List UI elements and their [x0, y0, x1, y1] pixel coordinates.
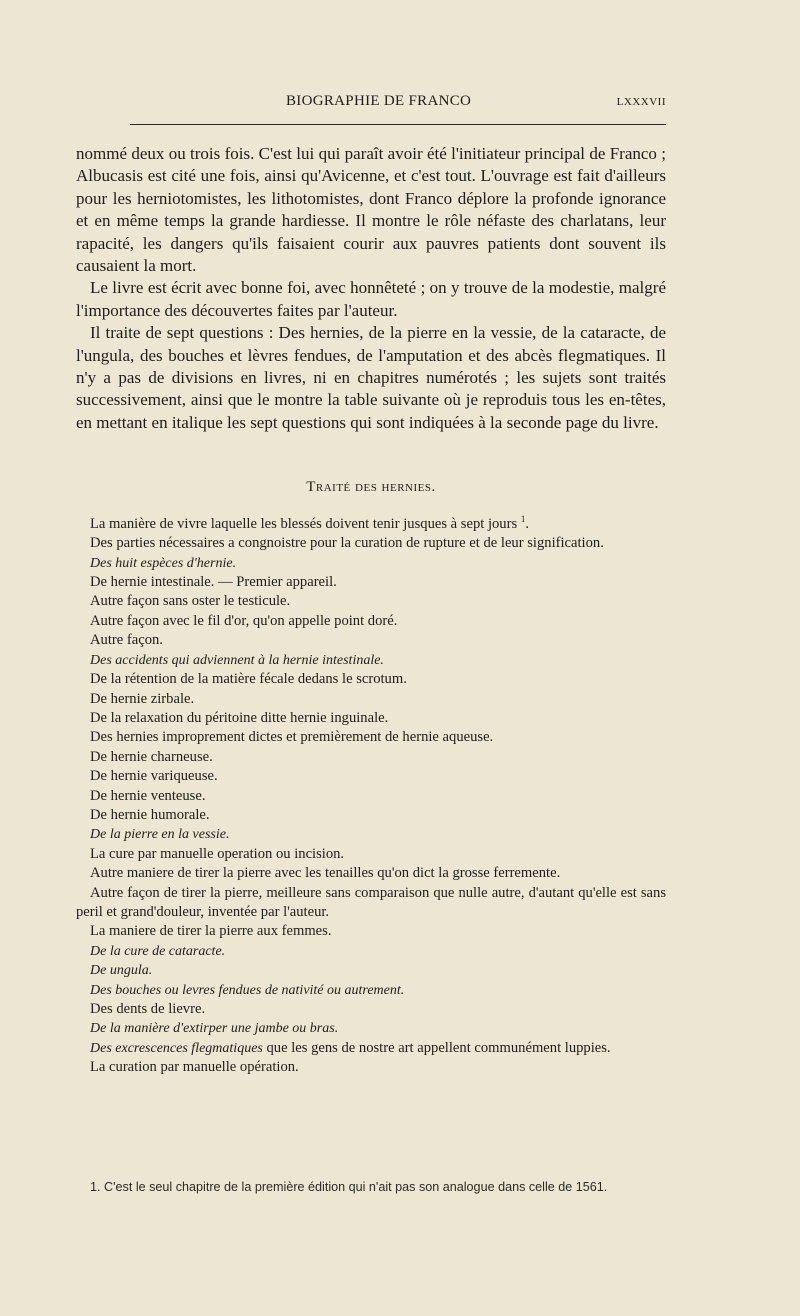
toc-entry: Autre façon avec le fil d'or, qu'on appelle point doré.	[90, 612, 398, 629]
toc-entry: La manière de vivre laquelle les blessés doivent tenir jusques à sept jours $^1$.	[90, 514, 529, 532]
footnote	[76, 1179, 666, 1195]
toc-entry: La curation par manuelle opération.	[90, 1059, 299, 1076]
toc-entry-question: Des huit espèces d'hernie.	[90, 555, 237, 571]
toc-entry-text: que les gens de nostre art appellent communément luppies.	[262, 1039, 611, 1056]
toc-entry: De hernie intestinale. — Premier appareil.	[90, 574, 337, 591]
toc-entry: De hernie zirbale.	[90, 690, 195, 707]
toc-entry: Autre façon de tirer la pierre, meilleure sans comparaison que nulle autre, d'autant qu'elle est sans peril et grand'douleur, inventée par l'auteur.	[76, 884, 666, 920]
toc-entry: De hernie charneuse.	[90, 748, 213, 765]
table-of-contents	[76, 510, 666, 1078]
toc-entry-question: De la pierre en la vessie.	[90, 827, 230, 843]
header-rule	[130, 124, 666, 125]
toc-entry-question: Des accidents qui adviennent à la hernie intestinale.	[90, 652, 384, 668]
toc-entry: De la relaxation du péritoine ditte hernie inguinale.	[90, 709, 389, 726]
toc-entry-question: De la cure de cataracte.	[90, 943, 226, 959]
toc-entry-text: La manière de vivre laquelle les blessés doivent tenir jusques à sept jours	[90, 515, 518, 532]
running-title: BIOGRAPHIE DE FRANCO	[286, 93, 472, 109]
footnote-marker: 1	[520, 514, 526, 524]
paragraph: Le livre est écrit avec bonne foi, avec honnêteté ; on y trouve de la modestie, malgré l'importance des découvertes faites par l'auteur.	[76, 278, 666, 320]
toc-entry: Des hernies improprement dictes et premièrement de hernie aqueuse.	[90, 729, 494, 746]
section-title: Traité des hernies.	[306, 479, 436, 495]
toc-entry: De hernie venteuse.	[90, 787, 206, 804]
toc-entry	[76, 1039, 666, 1058]
toc-entry: Des dents de lievre.	[90, 1001, 206, 1018]
toc-entry: De hernie humorale.	[90, 806, 210, 823]
toc-entry-question-text: Des excrescences flegmatiques	[90, 1040, 263, 1056]
page-number: LXXXVII	[616, 96, 666, 108]
body-text	[76, 143, 666, 434]
paragraph: Il traite de sept questions : Des hernies, de la pierre en la vessie, de la cataracte, de l'ungula, des bouches et lèvres fendues, de l'amputation et des abcès flegmatiques. Il n'y a pas de divisions en livres, ni en chapitres numérotés ; les sujets sont traités successivement, ainsi que le montre la table suivante où je reproduis tous les en-têtes, en mettant en italique les sept questions qui sont indiquées à la seconde page du livre.	[76, 323, 666, 432]
footnote-number: 1.	[90, 1180, 101, 1194]
toc-entry: La maniere de tirer la pierre aux femmes.	[90, 923, 332, 940]
toc-entry-question: Des bouches ou levres fendues de nativité ou autrement.	[90, 982, 405, 998]
toc-entry: Autre maniere de tirer la pierre avec les tenailles qu'on dict la grosse ferremente.	[90, 865, 561, 882]
running-head	[76, 93, 666, 110]
toc-entry: Autre façon.	[90, 632, 163, 649]
toc-entry: De la rétention de la matière fécale dedans le scrotum.	[90, 671, 407, 688]
toc-entry-question: De la manière d'extirper une jambe ou bras.	[90, 1021, 339, 1037]
footnote-text: C'est le seul chapitre de la première édition qui n'ait pas son analogue dans celle de 1561.	[100, 1180, 608, 1194]
toc-entry-question: De ungula.	[90, 963, 153, 979]
paragraph: nommé deux ou trois fois. C'est lui qui paraît avoir été l'initiateur principal de Franco ; Albucasis est cité une fois, ainsi qu'Avicenne, et c'est tout. L'ouvrage est fait d'ailleurs pour les herniotomistes, les lithotomistes, dont Franco déplore la profonde ignorance et en même temps la grande hardiesse. Il montre le rôle néfaste des charlatans, leur rapacité, les dangers qu'ils faisaient courir aux pauvres patients dont souvent ils causaient la mort.	[76, 144, 666, 276]
toc-entry: Des parties nécessaires a congnoistre pour la curation de rupture et de leur signification.	[90, 535, 604, 552]
toc-entry: De hernie variqueuse.	[90, 768, 218, 785]
toc-entry: Autre façon sans oster le testicule.	[90, 593, 291, 610]
toc-entry: La cure par manuelle operation ou incision.	[90, 845, 345, 862]
